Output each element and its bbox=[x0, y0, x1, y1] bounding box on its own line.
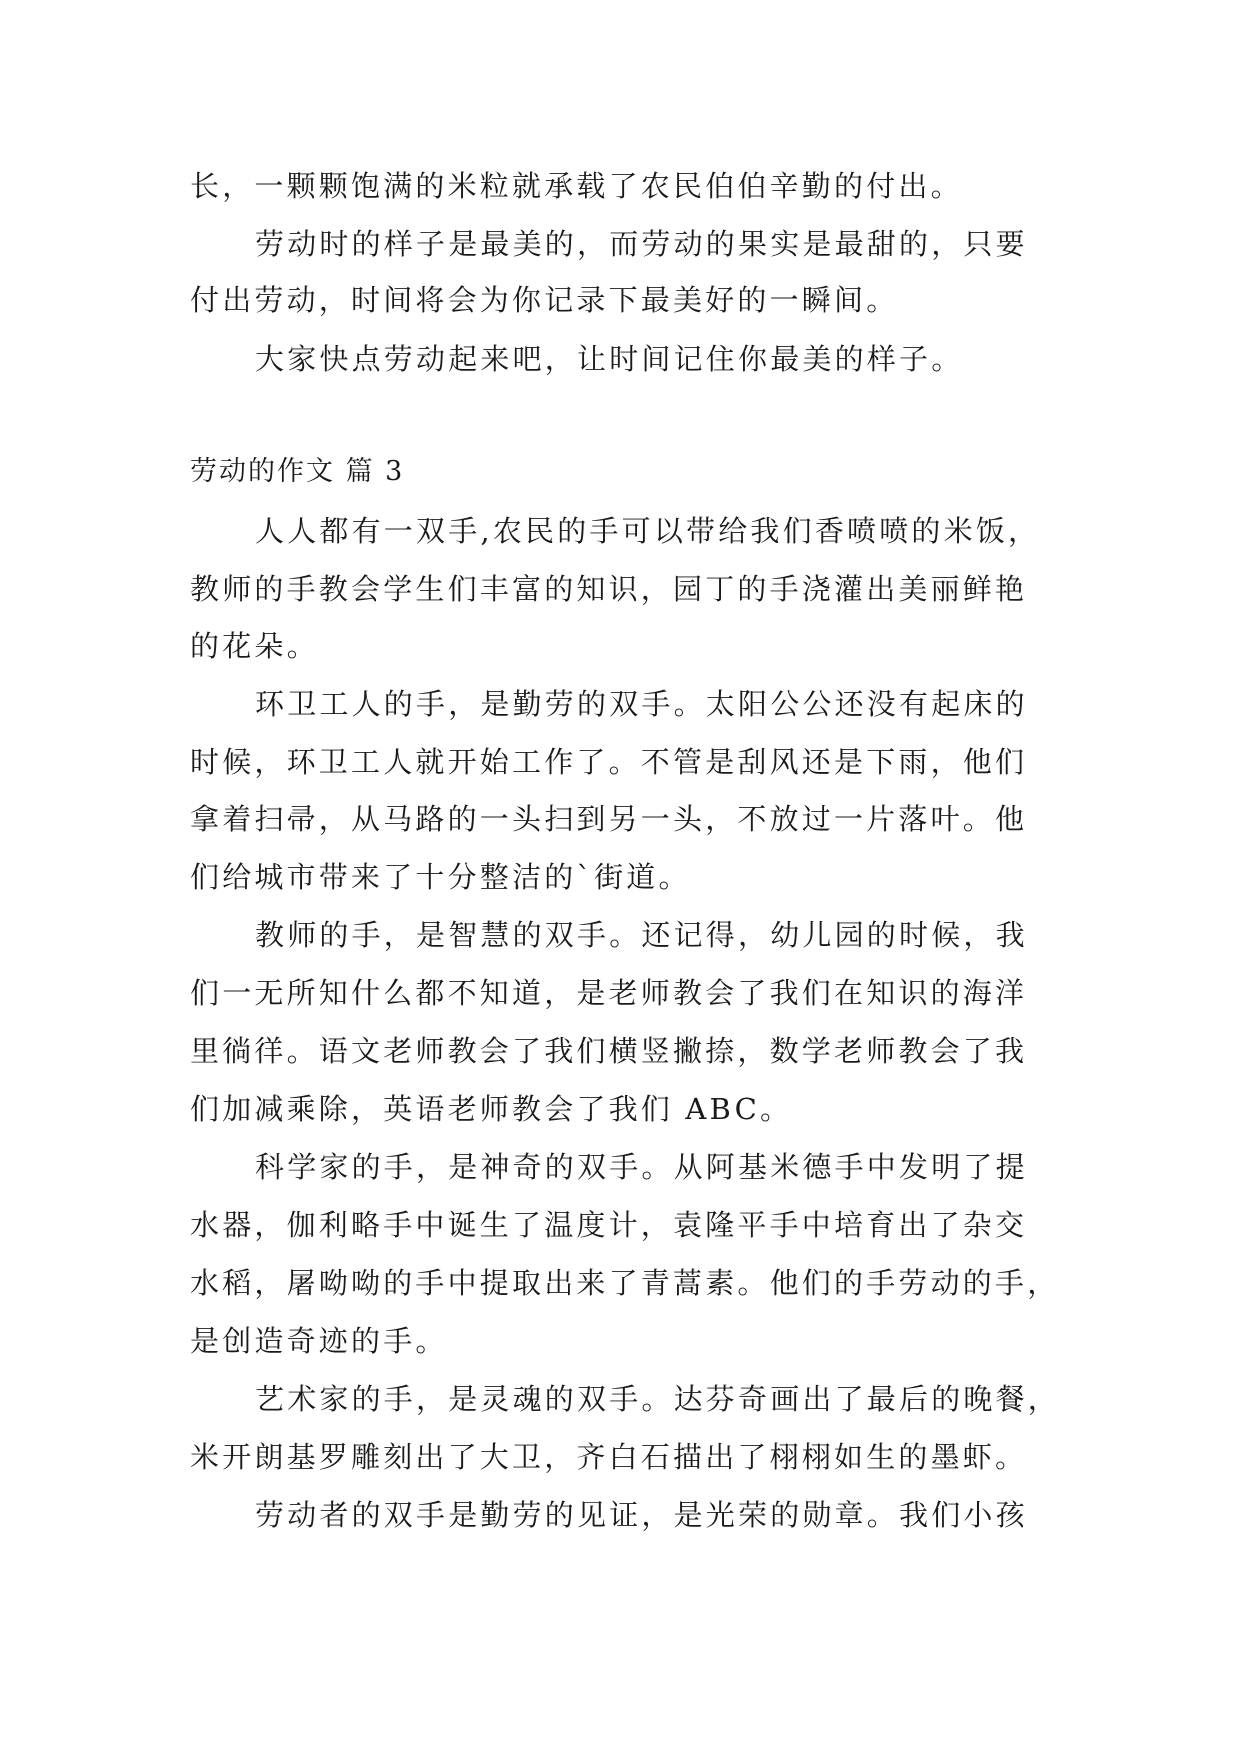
text-line: 时候，环卫工人就开始工作了。不管是刮风还是下雨，他们 bbox=[190, 745, 1028, 779]
paragraph-first-line: 劳动者的双手是勤劳的见证，是光荣的勋章。我们小孩 bbox=[255, 1498, 1028, 1532]
text-line: 教师的手教会学生们丰富的知识，园丁的手浇灌出美丽鲜艳 bbox=[190, 572, 1028, 606]
text-line: 水稻，屠呦呦的手中提取出来了青蒿素。他们的手劳动的手， bbox=[190, 1266, 1060, 1300]
text-line: 的花朵。 bbox=[190, 629, 319, 663]
paragraph-first-line: 环卫工人的手，是勤劳的双手。太阳公公还没有起床的 bbox=[255, 687, 1028, 721]
paragraph-first-line: 艺术家的手，是灵魂的双手。达芬奇画出了最后的晚餐， bbox=[255, 1382, 1061, 1416]
text-line: 付出劳动，时间将会为你记录下最美好的一瞬间。 bbox=[190, 283, 899, 317]
paragraph-first-line: 人人都有一双手,农民的手可以带给我们香喷喷的米饭， bbox=[255, 514, 1041, 548]
paragraph-first-line: 劳动时的样子是最美的，而劳动的果实是最甜的，只要 bbox=[255, 227, 1028, 261]
text-line: 们给城市带来了十分整洁的`街道。 bbox=[190, 860, 691, 894]
text-line: 里徜徉。语文老师教会了我们横竖撇捺，数学老师教会了我 bbox=[190, 1034, 1028, 1068]
text-line: 水器，伽利略手中诞生了温度计，袁隆平手中培育出了杂交 bbox=[190, 1208, 1028, 1242]
text-line: 们加减乘除，英语老师教会了我们 ABC。 bbox=[190, 1092, 793, 1126]
text-line: 长，一颗颗饱满的米粒就承载了农民伯伯辛勤的付出。 bbox=[190, 169, 963, 203]
text-line: 们一无所知什么都不知道，是老师教会了我们在知识的海洋 bbox=[190, 976, 1028, 1010]
text-line: 拿着扫帚，从马路的一头扫到另一头，不放过一片落叶。他 bbox=[190, 802, 1028, 836]
paragraph-first-line: 大家快点劳动起来吧，让时间记住你最美的样子。 bbox=[255, 342, 964, 376]
text-line: 是创造奇迹的手。 bbox=[190, 1324, 448, 1358]
paragraph-first-line: 科学家的手，是神奇的双手。从阿基米德手中发明了提 bbox=[255, 1150, 1028, 1184]
text-line: 米开朗基罗雕刻出了大卫，齐白石描出了栩栩如生的墨虾。 bbox=[190, 1440, 1028, 1474]
paragraph-first-line: 教师的手，是智慧的双手。还记得，幼儿园的时候，我 bbox=[255, 918, 1028, 952]
section-heading: 劳动的作文 篇 3 bbox=[190, 456, 405, 487]
